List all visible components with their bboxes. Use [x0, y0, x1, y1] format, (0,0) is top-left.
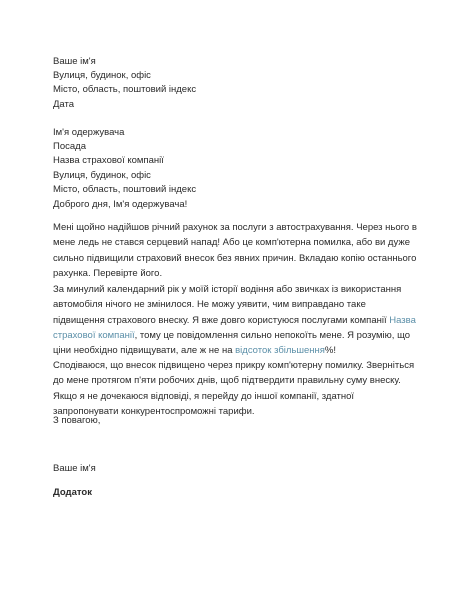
greeting-block	[53, 198, 419, 212]
paragraph-2-part-3: %!	[324, 345, 337, 357]
closing-block	[53, 414, 419, 428]
sender-name[interactable]: Ваше ім'я	[53, 56, 96, 67]
enclosure-block	[53, 486, 419, 500]
signature-block	[53, 462, 419, 476]
greeting[interactable]: Доброго дня, Ім'я одержувача!	[53, 199, 188, 210]
recipient-position[interactable]: Посада	[53, 141, 86, 153]
recipient-company[interactable]: Назва страхової компанії	[53, 155, 164, 167]
sender-city[interactable]: Місто, область, поштовий індекс	[53, 84, 197, 96]
recipient-address[interactable]: Вулиця, будинок, офіс	[53, 169, 151, 181]
sender-block	[53, 55, 419, 112]
paragraph-1	[53, 220, 419, 281]
recipient-block	[53, 126, 419, 197]
paragraph-2-part-2: , тому це повідомлення сильно непокоїть мене. Я розумію, що ціни необхідно підвищувати, але ж не на	[53, 329, 411, 357]
sender-address[interactable]: Вулиця, будинок, офіс	[53, 70, 151, 82]
recipient-city[interactable]: Місто, область, поштовий індекс	[53, 183, 197, 195]
recipient-name[interactable]: Ім'я одержувача	[53, 127, 125, 138]
paragraph-2-part-1: За минулий календарний рік у моїй історії водіння або звичках із використання автомобіля нічого не змінилося. Не можу уявити, чим виправдано таке підвищення страхового внеску. Я вже довго користуюся послугами компанії	[53, 284, 402, 326]
paragraph-1-text[interactable]: Мені щойно надійшов річний рахунок за послуги з автострахування. Через нього в мене ледь не стався серцевий напад! Або це комп'ютерна помилка, або ви дуже сильно підвищили страховий внесок без явних причин. Вкладаю копію останнього рахунка. Перевірте його.	[53, 222, 417, 279]
paragraph-2-text[interactable]	[53, 282, 419, 358]
paragraph-3-text[interactable]: Сподіваюся, що внесок підвищено через прикру комп'ютерну помилку. Зверніться до мене протягом п'яти робочих днів, щоб підтвердити правильну суму внеску. Якщо я не дочекаюся відповіді, я перейду до іншої компанії, здатної запропонувати конкурентоспроможні тарифи.	[53, 360, 415, 417]
paragraph-3	[53, 358, 419, 419]
percent-placeholder[interactable]: відсоток збільшення	[235, 345, 325, 357]
enclosure-label[interactable]: Додаток	[53, 487, 92, 498]
paragraph-2	[53, 282, 419, 358]
sender-date[interactable]: Дата	[53, 98, 75, 110]
signature-name[interactable]: Ваше ім'я	[53, 463, 96, 474]
company-placeholder[interactable]: Назва страхової компанії	[53, 314, 416, 341]
closing[interactable]: З повагою,	[53, 415, 101, 426]
